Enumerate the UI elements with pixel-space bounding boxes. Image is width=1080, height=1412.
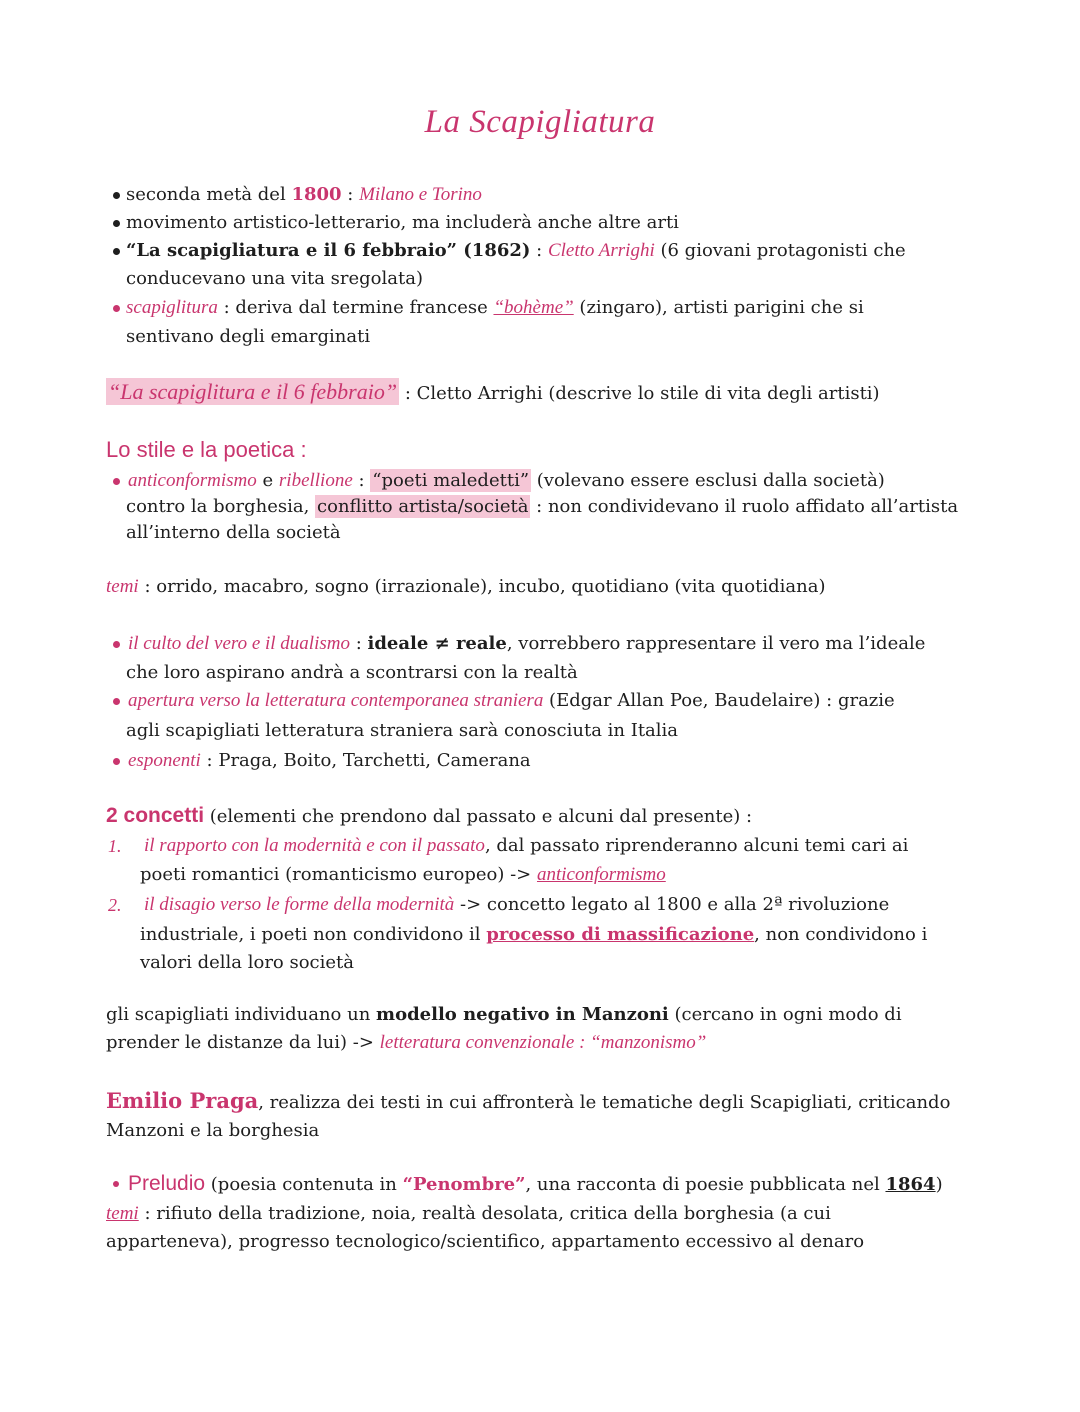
work-title: “Penombre” — [402, 1174, 526, 1195]
concetto-2 — [144, 894, 889, 916]
label: temi — [106, 1203, 139, 1224]
concetto-1 — [144, 835, 908, 857]
manzoni-line-2 — [106, 1032, 706, 1054]
term: apertura verso la letteratura contemporanea straniera — [128, 690, 544, 711]
term: ribellione — [278, 470, 353, 491]
intro-bullet-4 — [126, 297, 864, 319]
label: temi — [106, 576, 139, 597]
text: ) — [935, 1174, 943, 1195]
bullet-icon — [113, 758, 120, 765]
text: : — [352, 470, 371, 491]
highlight: conflitto artista/società — [317, 496, 529, 517]
text: : — [341, 184, 360, 205]
text: : non condividevano il ruolo affidato all’artista — [530, 496, 959, 517]
text: : deriva dal termine francese — [217, 297, 494, 318]
text: : orrido, macabro, sogno (irrazionale), incubo, quotidiano (vita quotidiana) — [138, 576, 826, 597]
concetti-heading-line — [106, 805, 752, 828]
stile-bullet-1 — [128, 470, 885, 492]
text: -> concetto legato al 1800 e alla 2ª rivoluzione — [454, 894, 890, 915]
list2-bullet-2 — [128, 690, 895, 712]
section-heading-stile: Lo stile e la poetica : — [106, 437, 307, 462]
term: il rapporto con la modernità e con il passato — [144, 835, 485, 856]
term: anticonformismo — [128, 470, 257, 491]
manzoni-line-1 — [106, 1004, 902, 1026]
bullet-icon — [113, 641, 120, 648]
bold-term: processo di massificazione — [486, 924, 755, 945]
year: 1800 — [291, 184, 342, 205]
highlight: “poeti maledetti” — [372, 470, 530, 491]
text: prender le distanze da lui) -> — [106, 1032, 380, 1053]
text: , non condividono i — [754, 924, 928, 945]
concetto-2-line2 — [140, 924, 927, 946]
term: esponenti — [128, 750, 201, 771]
text: poeti romantici (romanticismo europeo) -> — [140, 864, 537, 885]
stile-bullet-1-line2 — [126, 496, 958, 518]
list2-bullet-1 — [128, 633, 925, 655]
temi-line — [106, 576, 825, 598]
term: scapiglitura — [126, 297, 218, 318]
quote-line — [106, 381, 880, 405]
section-heading-concetti: 2 concetti — [106, 804, 205, 827]
stile-bullet-1-line3: all’interno della società — [126, 522, 341, 543]
bullet-icon — [113, 1181, 119, 1187]
list-number: 1. — [108, 836, 122, 856]
bullet-icon — [113, 248, 120, 255]
list2-bullet-3 — [128, 750, 531, 772]
bullet-icon — [113, 192, 120, 199]
text: : Cletto Arrighi (descrive lo stile di vita degli artisti) — [399, 383, 880, 404]
bullet-icon — [113, 478, 120, 485]
place: Milano e Torino — [359, 184, 482, 205]
author: Cletto Arrighi — [547, 240, 655, 261]
text: seconda metà del — [126, 184, 292, 205]
work-title: “La scapigliatura e il 6 febbraio” (1862) — [126, 240, 531, 261]
text: : — [530, 240, 548, 261]
text: (elementi che prendono dal passato e alcuni dal presente) : — [204, 806, 753, 827]
text: , dal passato riprenderanno alcuni temi cari ai — [484, 835, 909, 856]
intro-bullet-1 — [126, 184, 482, 206]
bold-text: ideale ≠ reale — [367, 633, 507, 654]
text: , vorrebbero rappresentare il vero ma l’ideale — [506, 633, 926, 654]
text: industriale, i poeti non condividono il — [140, 924, 487, 945]
intro-bullet-2: movimento artistico-letterario, ma includerà anche altre arti — [126, 212, 679, 233]
praga-line-1 — [106, 1090, 950, 1114]
concetto-1-cont — [140, 864, 666, 886]
text: e — [256, 470, 279, 491]
intro-bullet-4-cont: sentivano degli emarginati — [126, 326, 371, 347]
text: (zingaro), artisti parigini che si — [573, 297, 864, 318]
list2-bullet-2-cont: agli scapigliati letteratura straniera sarà conosciuta in Italia — [126, 720, 679, 741]
text: contro la borghesia, — [126, 496, 316, 517]
text: : rifiuto della tradizione, noia, realtà desolata, critica della borghesia (a cui — [138, 1203, 831, 1224]
praga-line-2: Manzoni e la borghesia — [106, 1120, 320, 1141]
year: 1864 — [885, 1174, 936, 1195]
text: (6 giovani protagonisti che — [654, 240, 906, 261]
term: anticonformismo — [536, 864, 666, 885]
text: : — [349, 633, 368, 654]
text: , realizza dei testi in cui affronterà le tematiche degli Scapigliati, criticando — [258, 1092, 951, 1113]
list2-bullet-1-cont: che loro aspirano andrà a scontrarsi con la realtà — [126, 662, 578, 683]
text: : Praga, Boito, Tarchetti, Camerana — [200, 750, 531, 771]
preludio-line-1 — [128, 1173, 943, 1196]
text: gli scapigliati individuano un — [106, 1004, 377, 1025]
bullet-icon — [113, 305, 120, 312]
text: , una racconta di poesie pubblicata nel — [525, 1174, 886, 1195]
intro-bullet-3 — [126, 240, 906, 262]
bullet-icon — [113, 220, 120, 227]
list-number: 2. — [108, 895, 122, 915]
bullet-icon — [113, 698, 120, 705]
page-title: La Scapigliatura — [424, 104, 656, 140]
text: (cercano in ogni modo di — [668, 1004, 902, 1025]
term: il culto del vero e il dualismo — [128, 633, 350, 654]
concetto-2-line3: valori della loro società — [140, 952, 355, 973]
intro-bullet-3-cont: conducevano una vita sregolata) — [126, 268, 423, 289]
poem-title: Preludio — [128, 1172, 206, 1195]
term: “bohème” — [493, 297, 574, 318]
author-name: Emilio Praga — [106, 1088, 259, 1113]
preludio-line-3: apparteneva), progresso tecnologico/scientifico, appartamento eccessivo al denaro — [106, 1231, 865, 1252]
text: (poesia contenuta in — [205, 1174, 403, 1195]
preludio-line-2 — [106, 1203, 831, 1225]
term: letteratura convenzionale : “manzonismo” — [379, 1032, 707, 1053]
bold-text: modello negativo in Manzoni — [376, 1004, 669, 1025]
term: il disagio verso le forme della modernità — [144, 894, 455, 915]
work-title: “La scapiglitura e il 6 febbraio” — [108, 379, 398, 404]
text: (Edgar Allan Poe, Baudelaire) : grazie — [543, 690, 895, 711]
text: (volevano essere esclusi dalla società) — [531, 470, 885, 491]
